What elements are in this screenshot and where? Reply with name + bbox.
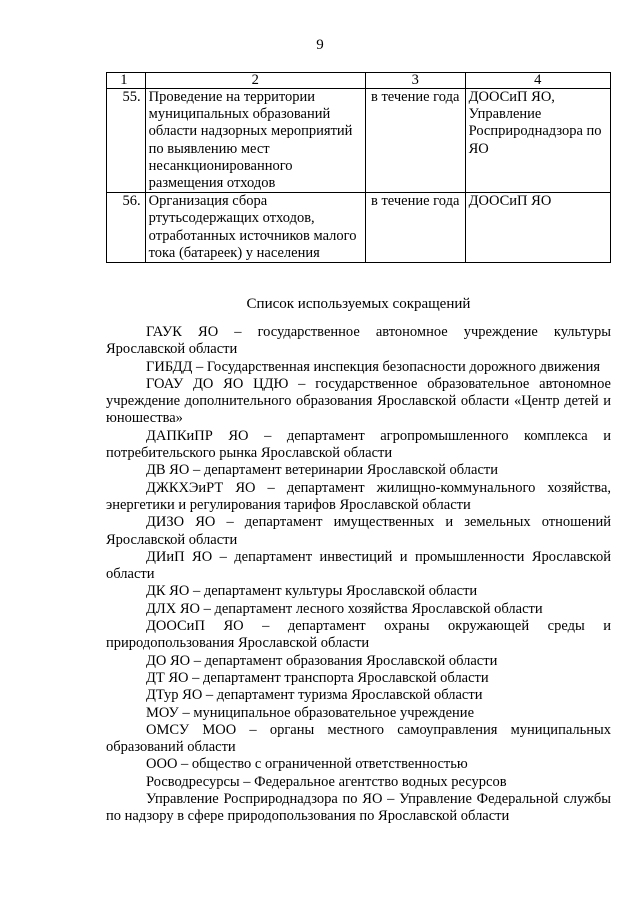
row-term: в течение года [365,193,465,263]
abbreviation-item: ДО ЯО – департамент образования Ярославской области [146,652,498,669]
abbreviation-item: ДТ ЯО – департамент транспорта Ярославской области [146,669,489,686]
abbreviation-item: МОУ – муниципальное образовательное учреждение [146,704,475,721]
column-header: 4 [465,73,610,89]
abbreviation-item: ДК ЯО – департамент культуры Ярославской области [146,583,478,600]
abbreviation-item: Управление Росприроднадзора по ЯО – Управление Федеральной службы по надзору в сфере природопользования по Ярославской области [106,791,611,825]
row-event: Организация сбора ртутьсодержащих отходов, отработанных источников малого тока (батареек) у населения [145,193,365,263]
column-header: 2 [145,73,365,89]
abbreviation-item: ДАПКиПР ЯО – департамент агропромышленного комплекса и потребительского рынка Ярославской области [106,427,611,462]
abbreviation-item: Росводресурсы – Федеральное агентство водных ресурсов [146,773,507,790]
plan-table [106,72,611,263]
table-row [107,89,611,193]
row-number: 55. [107,89,146,193]
table-row [107,193,611,263]
row-term: в течение года [365,89,465,193]
abbreviation-item: ГАУК ЯО – государственное автономное учреждение культуры Ярославской области [106,324,611,358]
abbreviation-item: ДИЗО ЯО – департамент имущественных и земельных отношений Ярославской области [106,514,611,548]
row-executor: ДООСиП ЯО, Управление Росприроднадзора по ЯО [465,89,610,193]
abbreviation-item: ДТур ЯО – департамент туризма Ярославской области [146,687,483,704]
abbreviation-item: ДООСиП ЯО – департамент охраны окружающей среды и природопользования Ярославской области [106,618,611,652]
row-event: Проведение на территории муниципальных образований области надзорных мероприятий по выявлению мест несанкционированного размещения отходов [145,89,365,193]
row-number: 56. [107,193,146,263]
abbreviation-item: ГОАУ ДО ЯО ЦДЮ – государственное образовательное автономное учреждение дополнительного образования Ярославской области «Центр детей и юношества» [106,375,611,427]
abbreviation-item: ГИБДД – Государственная инспекция безопасности дорожного движения [146,358,601,375]
abbreviation-item: ДЖКХЭиРТ ЯО – департамент жилищно-коммунального хозяйства, энергетики и регулирования тарифов Ярославской области [106,479,611,513]
abbreviation-item: ДВ ЯО – департамент ветеринарии Ярославской области [146,462,499,479]
table-header-row [107,73,611,89]
abbreviation-item: ДИиП ЯО – департамент инвестиций и промышленности Ярославской области [106,548,611,583]
abbreviation-item: ООО – общество с ограниченной ответственностью [146,756,468,773]
row-executor: ДООСиП ЯО [465,193,610,263]
column-header: 1 [107,73,146,89]
abbreviation-item: ДЛХ ЯО – департамент лесного хозяйства Ярославской области [146,600,543,617]
column-header: 3 [365,73,465,89]
abbreviations-list [106,324,611,826]
abbreviations-title: Список используемых сокращений [246,296,471,312]
abbreviation-item: ОМСУ МОО – органы местного самоуправления муниципальных образований области [106,721,611,756]
page-number: 9 [316,37,324,53]
